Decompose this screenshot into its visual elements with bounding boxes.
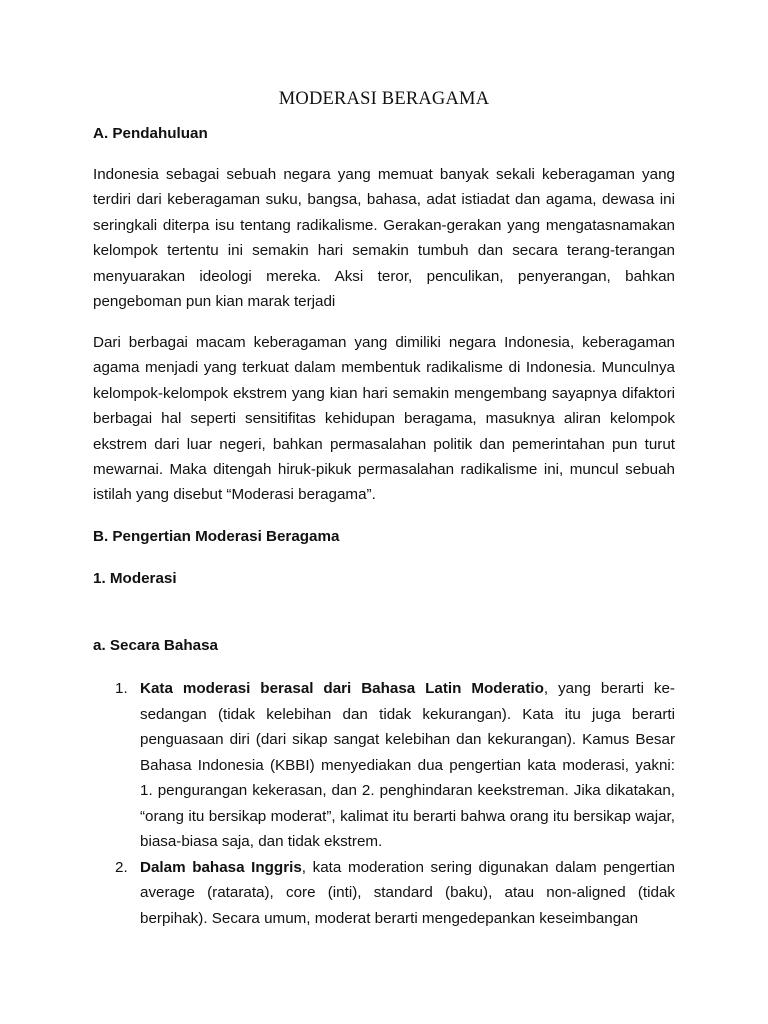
section-heading-pendahuluan: A. Pendahuluan <box>93 125 208 142</box>
list-item <box>93 676 675 855</box>
paragraph-intro: Indonesia sebagai sebuah negara yang memuat banyak sekali keberagaman yang terdiri dari keberagaman suku, bangsa, bahasa, adat istiadat dan agama, dewasa ini seringkali diterpa isu tentang radikalisme. Gerakan-gerakan yang mengatasnamakan kelompok tertentu ini semakin hari semakin tumbuh dan secara terang-terangan menyuarakan ideologi mereka. Aksi teror, penculikan, penyerangan, bahkan pengeboman pun kian marak terjadi <box>93 166 675 311</box>
list-item-lead: Dalam bahasa Inggris <box>140 858 302 876</box>
document-title: MODERASI BERAGAMA <box>278 89 490 109</box>
definition-list <box>93 676 675 931</box>
list-number: 1. <box>115 680 128 697</box>
list-item-text: , kata moderation sering digunakan dalam pengertian average (ratarata), core (inti), standard (baku), atau non-aligned (tidak berpihak). Secara umum, moderat berarti mengedepankan keseimbangan <box>140 858 676 927</box>
list-number: 2. <box>115 858 128 876</box>
list-item-lead: Kata moderasi berasal dari Bahasa Latin Moderatio <box>140 680 544 697</box>
list-item-text: , yang berarti ke-sedangan (tidak kelebihan dan tidak kekurangan). Kata itu juga berarti penguasaan diri (dari sikap sangat kelebihan dan kekurangan). Kamus Besar Bahasa Indonesia (KBBI) menyediakan dua pengertian kata moderasi, yakni: 1. pengurangan kekerasan, dan 2. penghindaran keekstreman. Jika dikatakan, “orang itu bersikap moderat”, kalimat itu berarti bahwa orang itu bersikap wajar, biasa-biasa saja, dan tidak ekstrem. <box>140 680 675 850</box>
paragraph-keberagaman: Dari berbagai macam keberagaman yang dimiliki negara Indonesia, keberagaman agama menjadi yang terkuat dalam membentuk radikalisme di Indonesia. Munculnya kelompok-kelompok ekstrem yang kian hari semakin mengembang sayapnya difaktori berbagai hal seperti sensitifitas kehidupan beragama, masuknya aliran kelompok ekstrem dari luar negeri, bahkan permasalahan politik dan pemerintahan pun turut mewarnai. Maka ditengah hiruk-pikuk permasalahan radikalisme ini, muncul sebuah istilah yang disebut “Moderasi beragama”. <box>93 334 675 504</box>
section-heading-pengertian: B. Pengertian Moderasi Beragama <box>93 528 340 545</box>
list-item <box>93 855 675 932</box>
subsection-heading-secara-bahasa: a. Secara Bahasa <box>93 637 218 654</box>
subsection-heading-moderasi: 1. Moderasi <box>93 570 177 587</box>
